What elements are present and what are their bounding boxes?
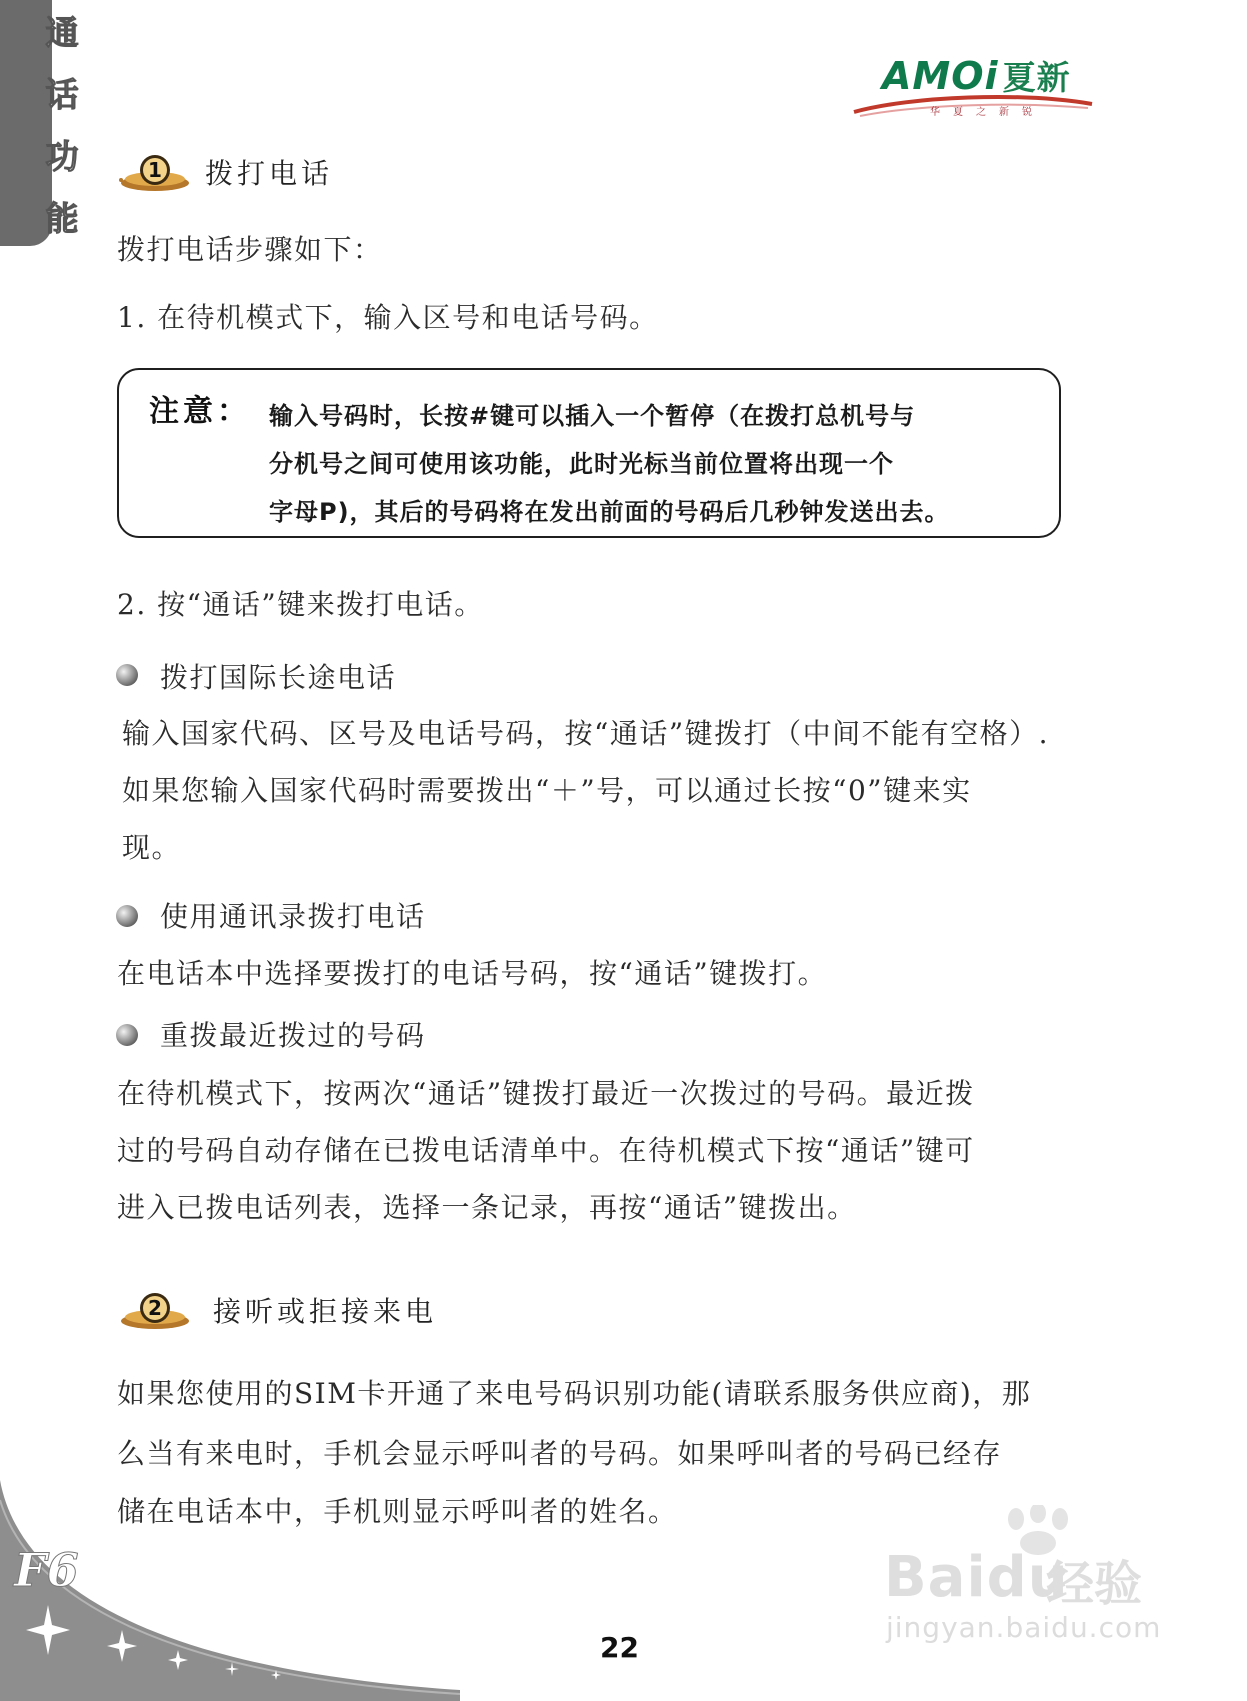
intro-text: 拨打电话步骤如下： [117, 233, 383, 266]
note-line: 输入号码时，长按#键可以插入一个暂停（在拨打总机号与 [269, 402, 916, 430]
body-line: 输入国家代码、区号及电话号码，按“通话”键拨打（中间不能有空格）. [122, 717, 1050, 750]
body-line: 么当有来电时，手机会显示呼叫者的号码。如果呼叫者的号码已经存 [117, 1437, 1003, 1470]
note-line: 分机号之间可使用该功能，此时光标当前位置将出现一个 [269, 450, 894, 478]
watermark-du: du [986, 1545, 1069, 1610]
chapter-tab-label [34, 2, 90, 250]
note-label: 注意： [149, 394, 251, 429]
subheading: 拨打国际长途电话 [160, 661, 397, 694]
chapter-char: 话 [45, 75, 79, 114]
body-line: 在电话本中选择要拨打的电话号码，按“通话”键拨打。 [117, 957, 828, 990]
amoi-logo [852, 52, 1094, 124]
body-line: 进入已拨电话列表，选择一条记录，再按“通话”键拨出。 [117, 1191, 857, 1224]
body-line: 现。 [122, 831, 182, 864]
corner-decoration [0, 1480, 460, 1701]
logo-brand-cn: 夏新 [1002, 58, 1071, 97]
note-line: 字母P)，其后的号码将在发出前面的号码后几秒钟发送出去。 [269, 498, 950, 526]
logo-wordmark [882, 52, 1071, 99]
body-line: 在待机模式下，按两次“通话”键拨打最近一次拨过的号码。最近拨 [117, 1077, 975, 1110]
model-mark: F6 [14, 1543, 79, 1597]
step-2: 2. 按“通话”键来拨打电话。 [117, 588, 484, 621]
subheading: 重拨最近拨过的号码 [160, 1019, 426, 1052]
section-title: 拨打电话 [205, 157, 334, 190]
baidu-watermark [876, 1505, 1176, 1645]
chapter-char: 能 [45, 199, 79, 238]
badge-number: 1 [148, 158, 162, 182]
body-line: 如果您输入国家代码时需要拨出“＋”号，可以通过长按“0”键来实 [122, 774, 972, 807]
chapter-char: 功 [45, 137, 79, 176]
bullet-icon [116, 1024, 138, 1046]
bullet-icon [116, 664, 138, 686]
page-number: 22 [600, 1631, 639, 1664]
section-heading [117, 150, 333, 194]
logo-brand: AMOi [882, 54, 999, 98]
note-box [117, 368, 1061, 538]
bullet-icon [116, 905, 138, 927]
body-line: 储在电话本中，手机则显示呼叫者的姓名。 [117, 1495, 678, 1528]
watermark-brand [884, 1545, 1069, 1610]
number-badge-icon [117, 1288, 191, 1332]
badge-number: 2 [148, 1296, 162, 1320]
section-heading [117, 1288, 437, 1332]
logo-slogan: 华夏之新锐 [930, 107, 1045, 118]
watermark-cn: 经验 [1046, 1556, 1143, 1612]
step-1: 1. 在待机模式下，输入区号和电话号码。 [117, 301, 659, 334]
body-line: 过的号码自动存储在已拨电话清单中。在待机模式下按“通话”键可 [117, 1134, 975, 1167]
section-title: 接听或拒接来电 [213, 1295, 438, 1328]
watermark-url: jingyan.baidu.com [886, 1611, 1162, 1644]
watermark-bai: Bai [884, 1545, 987, 1610]
chapter-char: 通 [45, 13, 79, 52]
body-line: 如果您使用的SIM卡开通了来电号码识别功能(请联系服务供应商)，那 [117, 1377, 1032, 1410]
subheading: 使用通讯录拨打电话 [160, 900, 426, 933]
number-badge-icon [117, 150, 191, 194]
